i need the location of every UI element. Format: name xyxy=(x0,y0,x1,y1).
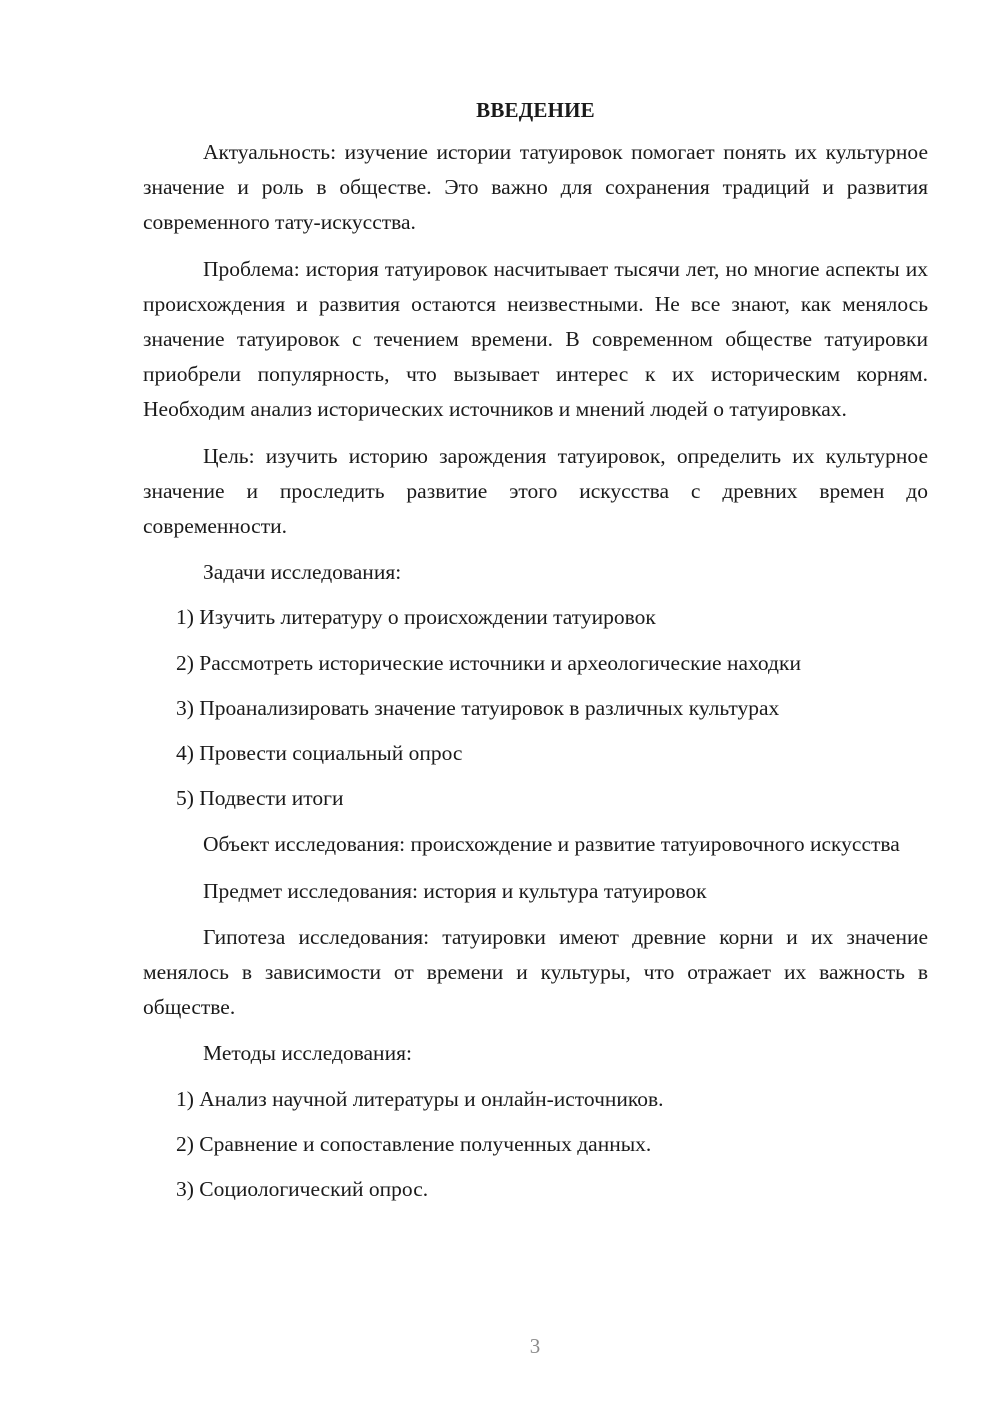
paragraph-subject: Предмет исследования: история и культура татуировок xyxy=(203,878,707,903)
list-item: 1) Изучить литературу о происхождении татуировок xyxy=(176,605,656,630)
tasks-list xyxy=(143,600,928,816)
methods-list xyxy=(143,1082,928,1208)
paragraph-problem: Проблема: история татуировок насчитывает тысячи лет, но многие аспекты их происхождения и развития остаются неизвестными. Не все знают, как менялось значение татуировок с течением времени. В современном обществе татуировки приобрели популярность, что вызывает интерес к их историческим корням. Необходим анализ исторических источников и мнений людей о татуировках. xyxy=(143,256,928,422)
page-number: 3 xyxy=(529,1334,541,1358)
paragraph-relevance: Актуальность: изучение истории татуировок помогает понять их культурное значение и роль в обществе. Это важно для сохранения традиций и развития современного тату-искусства. xyxy=(143,140,928,235)
paragraph-object: Объект исследования: происхождение и развитие татуировочного искусства xyxy=(203,832,900,857)
tasks-heading: Задачи исследования: xyxy=(203,560,402,585)
list-item: 1) Анализ научной литературы и онлайн-источников. xyxy=(176,1086,664,1111)
page-title: ВВЕДЕНИЕ xyxy=(476,98,595,122)
list-item: 2) Рассмотреть исторические источники и археологические находки xyxy=(176,650,801,675)
paragraph-hypothesis: Гипотеза исследования: татуировки имеют древние корни и их значение менялось в зависимости от времени и культуры, что отражает их важность в обществе. xyxy=(143,924,928,1020)
list-item: 4) Провести социальный опрос xyxy=(176,741,463,766)
methods-heading: Методы исследования: xyxy=(203,1041,412,1066)
list-item: 3) Социологический опрос. xyxy=(176,1177,429,1202)
paragraph-goal: Цель: изучить историю зарождения татуировок, определить их культурное значение и проследить развитие этого искусства с древних времен до современности. xyxy=(143,443,928,539)
list-item: 2) Сравнение и сопоставление полученных данных. xyxy=(176,1131,652,1156)
list-item: 3) Проанализировать значение татуировок в различных культурах xyxy=(176,695,780,720)
list-item: 5) Подвести итоги xyxy=(176,786,344,811)
page-content xyxy=(143,91,928,1218)
